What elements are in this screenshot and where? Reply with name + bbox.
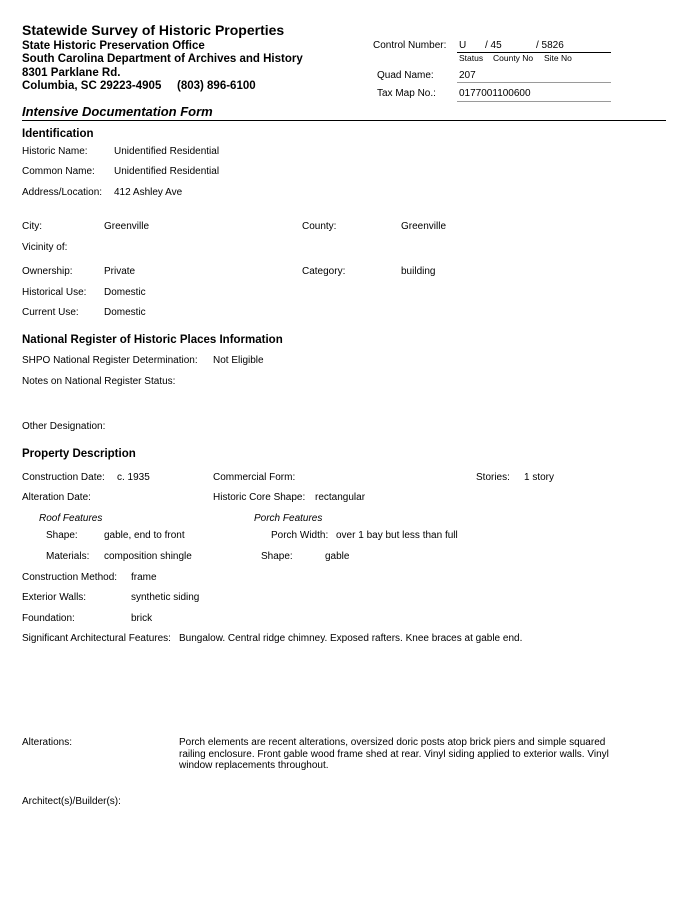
address-value: 412 Ashley Ave [114, 187, 183, 198]
construction-date-value: c. 1935 [117, 472, 150, 483]
core-shape-value: rectangular [315, 492, 366, 503]
stories-label: Stories: [476, 472, 510, 483]
porch-width-label: Porch Width: [271, 530, 329, 541]
status-caption: Status [459, 53, 484, 63]
property-description-heading: Property Description [22, 448, 136, 460]
other-designation-label: Other Designation: [22, 421, 106, 432]
identification-heading: Identification [22, 128, 94, 140]
quad-name-label: Quad Name: [377, 70, 434, 81]
city-value: Greenville [104, 221, 150, 232]
office-phone: (803) 896-6100 [177, 80, 256, 92]
quad-name-underline [457, 82, 611, 83]
foundation-label: Foundation: [22, 613, 75, 624]
office-line-3: 8301 Parklane Rd. [22, 67, 121, 79]
control-site-value: / 5826 [536, 40, 564, 51]
exterior-walls-label: Exterior Walls: [22, 592, 87, 603]
vicinity-label: Vicinity of: [22, 242, 68, 253]
national-register-heading: National Register of Historic Places Information [22, 334, 283, 346]
construction-method-value: frame [131, 572, 157, 583]
roof-materials-value: composition shingle [104, 551, 192, 562]
foundation-value: brick [131, 613, 153, 624]
address-label: Address/Location: [22, 187, 103, 198]
form-title: Intensive Documentation Form [22, 104, 213, 119]
alterations-value: Porch elements are recent alterations, oversized doric posts atop brick piers and simple squared railing enclosure. Front gable wood frame shed at rear. Vinyl siding applied to exterior walls. Vinyl window replacements throughout. [179, 737, 609, 771]
form-title-rule [22, 120, 666, 121]
county-value: Greenville [401, 221, 447, 232]
office-line-4: Columbia, SC 29223-4905 [22, 80, 162, 92]
porch-shape-label: Shape: [261, 551, 293, 562]
significant-features-label: Significant Architectural Features: [22, 633, 171, 644]
category-label: Category: [302, 266, 346, 277]
office-line-2: South Carolina Department of Archives and History [22, 53, 303, 65]
common-name-label: Common Name: [22, 166, 95, 177]
nr-determination-value: Not Eligible [213, 355, 264, 366]
tax-map-underline [457, 101, 611, 102]
tax-map-value: 0177001100600 [459, 88, 531, 99]
office-line-1: State Historic Preservation Office [22, 40, 205, 52]
porch-shape-value: gable [325, 551, 350, 562]
historic-name-label: Historic Name: [22, 146, 88, 157]
control-county-value: / 45 [485, 40, 502, 51]
ownership-label: Ownership: [22, 266, 73, 277]
control-status-value: U [459, 40, 467, 51]
significant-features-value: Bungalow. Central ridge chimney. Exposed rafters. Knee braces at gable end. [179, 633, 523, 644]
alterations-label: Alterations: [22, 737, 73, 748]
current-use-label: Current Use: [22, 307, 79, 318]
roof-shape-value: gable, end to front [104, 530, 185, 541]
core-shape-label: Historic Core Shape: [213, 492, 306, 503]
county-label: County: [302, 221, 337, 232]
city-label: City: [22, 221, 42, 232]
nr-notes-label: Notes on National Register Status: [22, 376, 176, 387]
quad-name-value: 207 [459, 70, 476, 81]
alteration-date-label: Alteration Date: [22, 492, 91, 503]
current-use-value: Domestic [104, 307, 146, 318]
construction-method-label: Construction Method: [22, 572, 118, 583]
category-value: building [401, 266, 436, 277]
nr-determination-label: SHPO National Register Determination: [22, 355, 198, 366]
roof-materials-label: Materials: [46, 551, 90, 562]
historical-use-label: Historical Use: [22, 287, 87, 298]
site-no-caption: Site No [544, 53, 572, 63]
architect-builder-label: Architect(s)/Builder(s): [22, 796, 121, 807]
exterior-walls-value: synthetic siding [131, 592, 200, 603]
ownership-value: Private [104, 266, 136, 277]
porch-width-value: over 1 bay but less than full [336, 530, 458, 541]
county-no-caption: County No [493, 53, 534, 63]
historic-name-value: Unidentified Residential [114, 146, 220, 157]
roof-shape-label: Shape: [46, 530, 78, 541]
porch-features-heading: Porch Features [254, 513, 323, 524]
roof-features-heading: Roof Features [39, 513, 103, 524]
common-name-value: Unidentified Residential [114, 166, 220, 177]
control-number-label: Control Number: [373, 40, 447, 51]
stories-value: 1 story [524, 472, 555, 483]
historical-use-value: Domestic [104, 287, 146, 298]
tax-map-label: Tax Map No.: [377, 88, 436, 99]
construction-date-label: Construction Date: [22, 472, 105, 483]
commercial-form-label: Commercial Form: [213, 472, 296, 483]
survey-title: Statewide Survey of Historic Properties [22, 22, 285, 38]
